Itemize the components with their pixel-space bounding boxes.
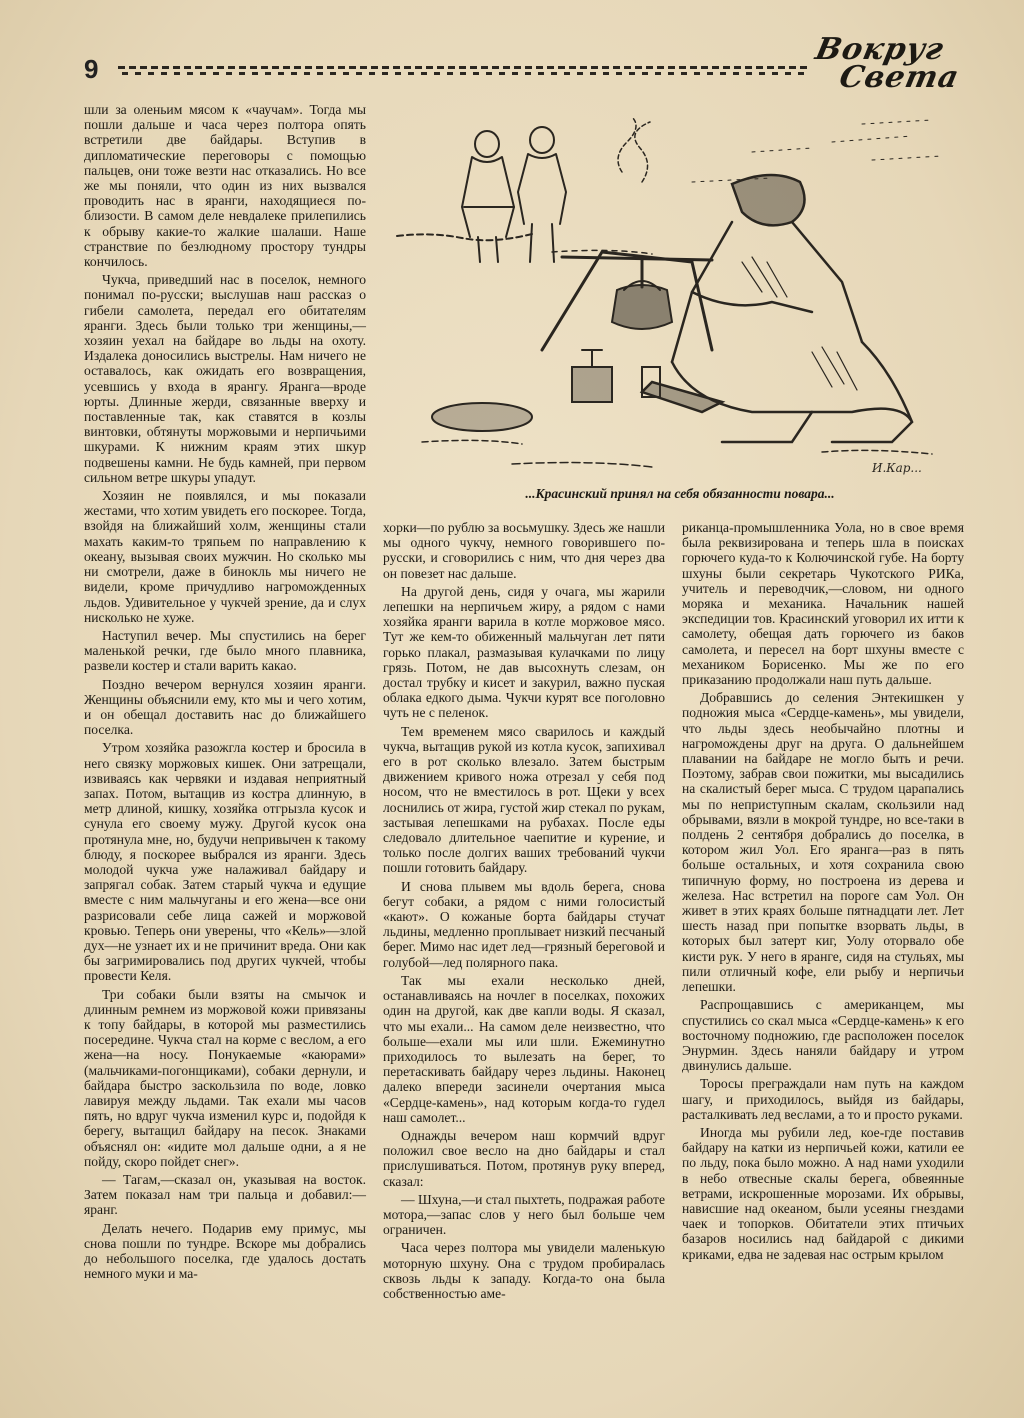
paragraph: Торосы преграждали нам путь на каждом шагу, и приходилось, выйдя из байдары, расталкивать лед веслами, а то и просто руками. (682, 1076, 964, 1122)
paragraph: шли за оленьим мясом к «чаучам». Тогда мы пошли дальше и часа через полтора опять встретили две байдары. Вступив в дипломатические переговоры с помощью пальцев, они тоже везти нас отказались. Но все же мы поняли, что один из них вызвался проводить нас в яранги, находящиеся по-близости. В самом деле невдалеке прилепились к обрыву какие-то жалкие шалаши. Наше странствие по безлюдному простору тундры кончилось. (84, 102, 366, 270)
paragraph: И снова плывем мы вдоль берега, снова бегут собаки, а рядом с ними голосистый «кают». О кожаные борта байдары стучат льдины, медленно проплывает низкий песчаный берег. Мимо нас идет лед—грязный береговой и голубой—лед полярного пака. (383, 878, 665, 970)
paragraph: Чукча, приведший нас в поселок, немного понимал по-русски; выслушав наш рассказ о гибели самолета, передал его обитателям яранги. Здесь были только три женщины,—хозяин уехал на байдаре во льды на охоту. Издалека доносились выстрелы. Нам ничего не оставалось, как ожидать его возвращения, усевшись у входа в ярангу. Яранга—вроде юрты. Длинные жерди, связанные вверху и поставленные так, как ставятся в козлы винтовки, обтянуты моржовыми и нерпичьими шкурами. К нижним краям этих шкур подвешены камни. Не будь камней, при первом сильном ветре шкуры упадут. (84, 272, 366, 485)
paragraph: Поздно вечером вернулся хозяин яранги. Женщины объяснили ему, кто мы и чего хотим, и он обещал доставить нас до ближайшего поселка. (84, 676, 366, 738)
page-number: 9 (84, 54, 99, 84)
paragraph: риканца-промышленника Уола, но в свое время была реквизирована и теперь шла в поисках горючего куда-то к Колючинской губе. На борту шхуны были секретарь Чукотского РИКа, учитель и переводчик,—словом, ни одного моряка и механика. Начальник нашей экспедиции тов. Красинский уговорил их итти к самолету, обещая дать горючего из баков самолета, и пересел на борт шхуны вместе с механиком Борисенко. Мы же по его приказанию продолжали наш путь дальше. (682, 520, 964, 688)
paragraph: Тем временем мясо сварилось и каждый чукча, вытащив рукой из котла кусок, запихивал его в рот сколько влезало. Затем быстрым движением кривого ножа отрезал у себя под носом, что не вместилось в рот. Щеки у всех лоснились от жира, густой жир стекал по рукам, застывая лепешками на рубахах. После еды следовало длительное чаепитие и курение, и только после долгих ваших требований чукчи пошли готовить байдару. (383, 723, 665, 876)
illustration-signature: И.Кар... (872, 461, 922, 475)
masthead-line-2: Света (836, 60, 963, 95)
paragraph: Распрощавшись с американцем, мы спустились со скал мыса «Сердце-камень» к его восточному подножию, где расположен поселок Энурмин. Здесь наняли байдару и утром двинулись дальше. (682, 997, 964, 1074)
paragraph: Иногда мы рубили лед, кое-где поставив байдару на катки из нерпичьей кожи, катили ее по льду, пока было можно. А над нами уходили в небо отвесные скалы берега, обвеянные ветрами, искрошенные морозами. Их обрывы, нависшие над океаном, были усеяны гнездами чаек и топорков. Обитатели этих птичьих базаров носились над байдарой с дикими криками, едва не задевая нас острым крылом (682, 1124, 964, 1262)
masthead-line-1: Вокруг (812, 32, 948, 67)
paragraph: — Шхуна,—и стал пыхтеть, подражая работе мотора,—запас слов у него был больше чем ограничен. (383, 1191, 665, 1238)
paragraph: Наступил вечер. Мы спустились на берег маленькой речки, где было много плавника, развели костер и стали варить какао. (84, 627, 366, 674)
paragraph: Добравшись до селения Энтекишкен у подножия мыса «Сердце-камень», мы увидели, что льды здесь необычайно плотны и нагромождены друг на друга. О дальнейшем плавании на байдаре не могло быть и речи. Поэтому, забрав свои пожитки, мы высадились на скалистый берег мыса. С трудом царапались мы по неприступным скалам, скользили над обрывами, вязли в мокрой тундре, но все-таки в полдень 2 сентября добрались до поселка, в котором жил Уол. Его яранга—раз в пять больше остальных, и хотя сохранила свою типичную форму, но построена из дерева и железа. Нас встретил на пороге сам Уол. Он живет в этих краях больше пятнадцати лет. Лет шесть назад при попытке взорвать льды, в которых был затерт киг, Уолу оторвало обе кисти рук. У него в яранге, сидя на стульях, мы пили отличный кофе, ели рыбу и нерпичьи лепешки. (682, 690, 964, 995)
paragraph: Три собаки были взяты на смычок и длинным ремнем из моржовой кожи привязаны к топу байдары, в которой мы разместились посередине. Чукча стал на корме с веслом, а его жена—на носу. Понукаемые «каюрами» (мальчиками-погонщиками), собаки дернули, и байдара быстро заскользила по воде, ловко лавируя между льдами. Так ехали мы часов пять, но вдруг чукча изменил курс и, подойдя к берегу, вытащил байдару на песок. Знаками объяснял он: «идите мол дальше одни, а я не пойду, скоро пойдет снег». (84, 986, 366, 1169)
paragraph: Так мы ехали несколько дней, останавливаясь на ночлег в поселках, похожих один на другой, как две капли воды. Я сказал, что мы ехали... На самом деле неизвестно, что больше—ехали мы или шли. Ежеминутно приходилось то вылезать на берег, то перетаскивать байдару через льдины. Наконец далеко впереди засинели очертания мыса «Сердце-камень», над которым когда-то гудел наш самолет... (383, 972, 665, 1125)
text-column-3 (682, 520, 964, 1265)
masthead-logo (812, 32, 963, 96)
paragraph: хорки—по рублю за восьмушку. Здесь же нашли мы одного чукчу, немного говорившего по-русски, и сговорились с ним, что дня через два он повезет нас дальше. (383, 520, 665, 581)
paragraph: Хозяин не появлялся, и мы показали жестами, что хотим увидеть его поскорее. Тогда, взойдя на ближайший холм, женщины стали махать каким-то тряпьем по направлению к океану, вызывая своих мужчин. Но сколько мы ни смотрели, даже в бинокль мы ничего не видели, кроме причудливо нагроможденных льдов. Удивительное у чукчей зрение, да и слух нисколько не хуже. (84, 488, 366, 625)
paragraph: Часа через полтора мы увидели маленькую моторную шхуну. Она с трудом пробиралась сквозь льды к западу. Когда-то она была собственностью аме- (383, 1240, 665, 1301)
paragraph: Делать нечего. Подарив ему примус, мы снова пошли по тундре. Вскоре мы добрались до небольшого поселка, где удалось достать немного муки и ма- (84, 1220, 366, 1282)
paragraph: На другой день, сидя у очага, мы жарили лепешки на нерпичьем жиру, а рядом с нами хозяйка яранги варила в котле моржовое мясо. Тут же кем-то обиженный мальчуган лет пяти горько плакал, размазывая кулачками по лицу грязь. Потом, не дав высохнуть слезам, он достал трубку и кисет и закурил, важно пуская облака едкого дыма. Чукчи курят все поголовно чуть не с пеленок. (383, 583, 665, 721)
illustration-camp-cooking (392, 112, 956, 486)
text-column-2 (383, 520, 665, 1304)
paragraph: Утром хозяйка разожгла костер и бросила в него связку моржовых кишек. Они затрещали, извиваясь как червяки и издавая неприятный запах. Потом, вытащив из костра длинную, в метр длиной, кишку, хозяйка отгрызла кусок и сунула его своему мужу. Другой кусок она протянула мне, но, будучи непривычен к такому блюду, я поскорее выбрался из яранги. Здесь молодой чукча уже налаживал байдару и запрягал собак. Затем старый чукча и едущие вместе с ним мальчуганы и его жена—все они разрисовали себе лица сажей и моржовой кровью. Теперь они уверены, что «Кель»—злой дух—не узнает их и не причинит вреда. Они как бы загримировались под других чукчей, чтобы провести Келя. (84, 740, 366, 984)
text-column-1 (84, 102, 366, 1284)
paragraph: — Тагам,—сказал он, указывая на восток. Затем показал нам три пальца и добавил:—яранг. (84, 1172, 366, 1218)
illustration-caption: ...Красинский принял на себя обязанности повара... (525, 486, 835, 501)
header-ornament-rule (118, 64, 808, 78)
paragraph: Однажды вечером наш кормчий вдруг положил свое весло на дно байдары и стал прислушиваться. Потом, протянув руку вперед, сказал: (383, 1127, 665, 1189)
